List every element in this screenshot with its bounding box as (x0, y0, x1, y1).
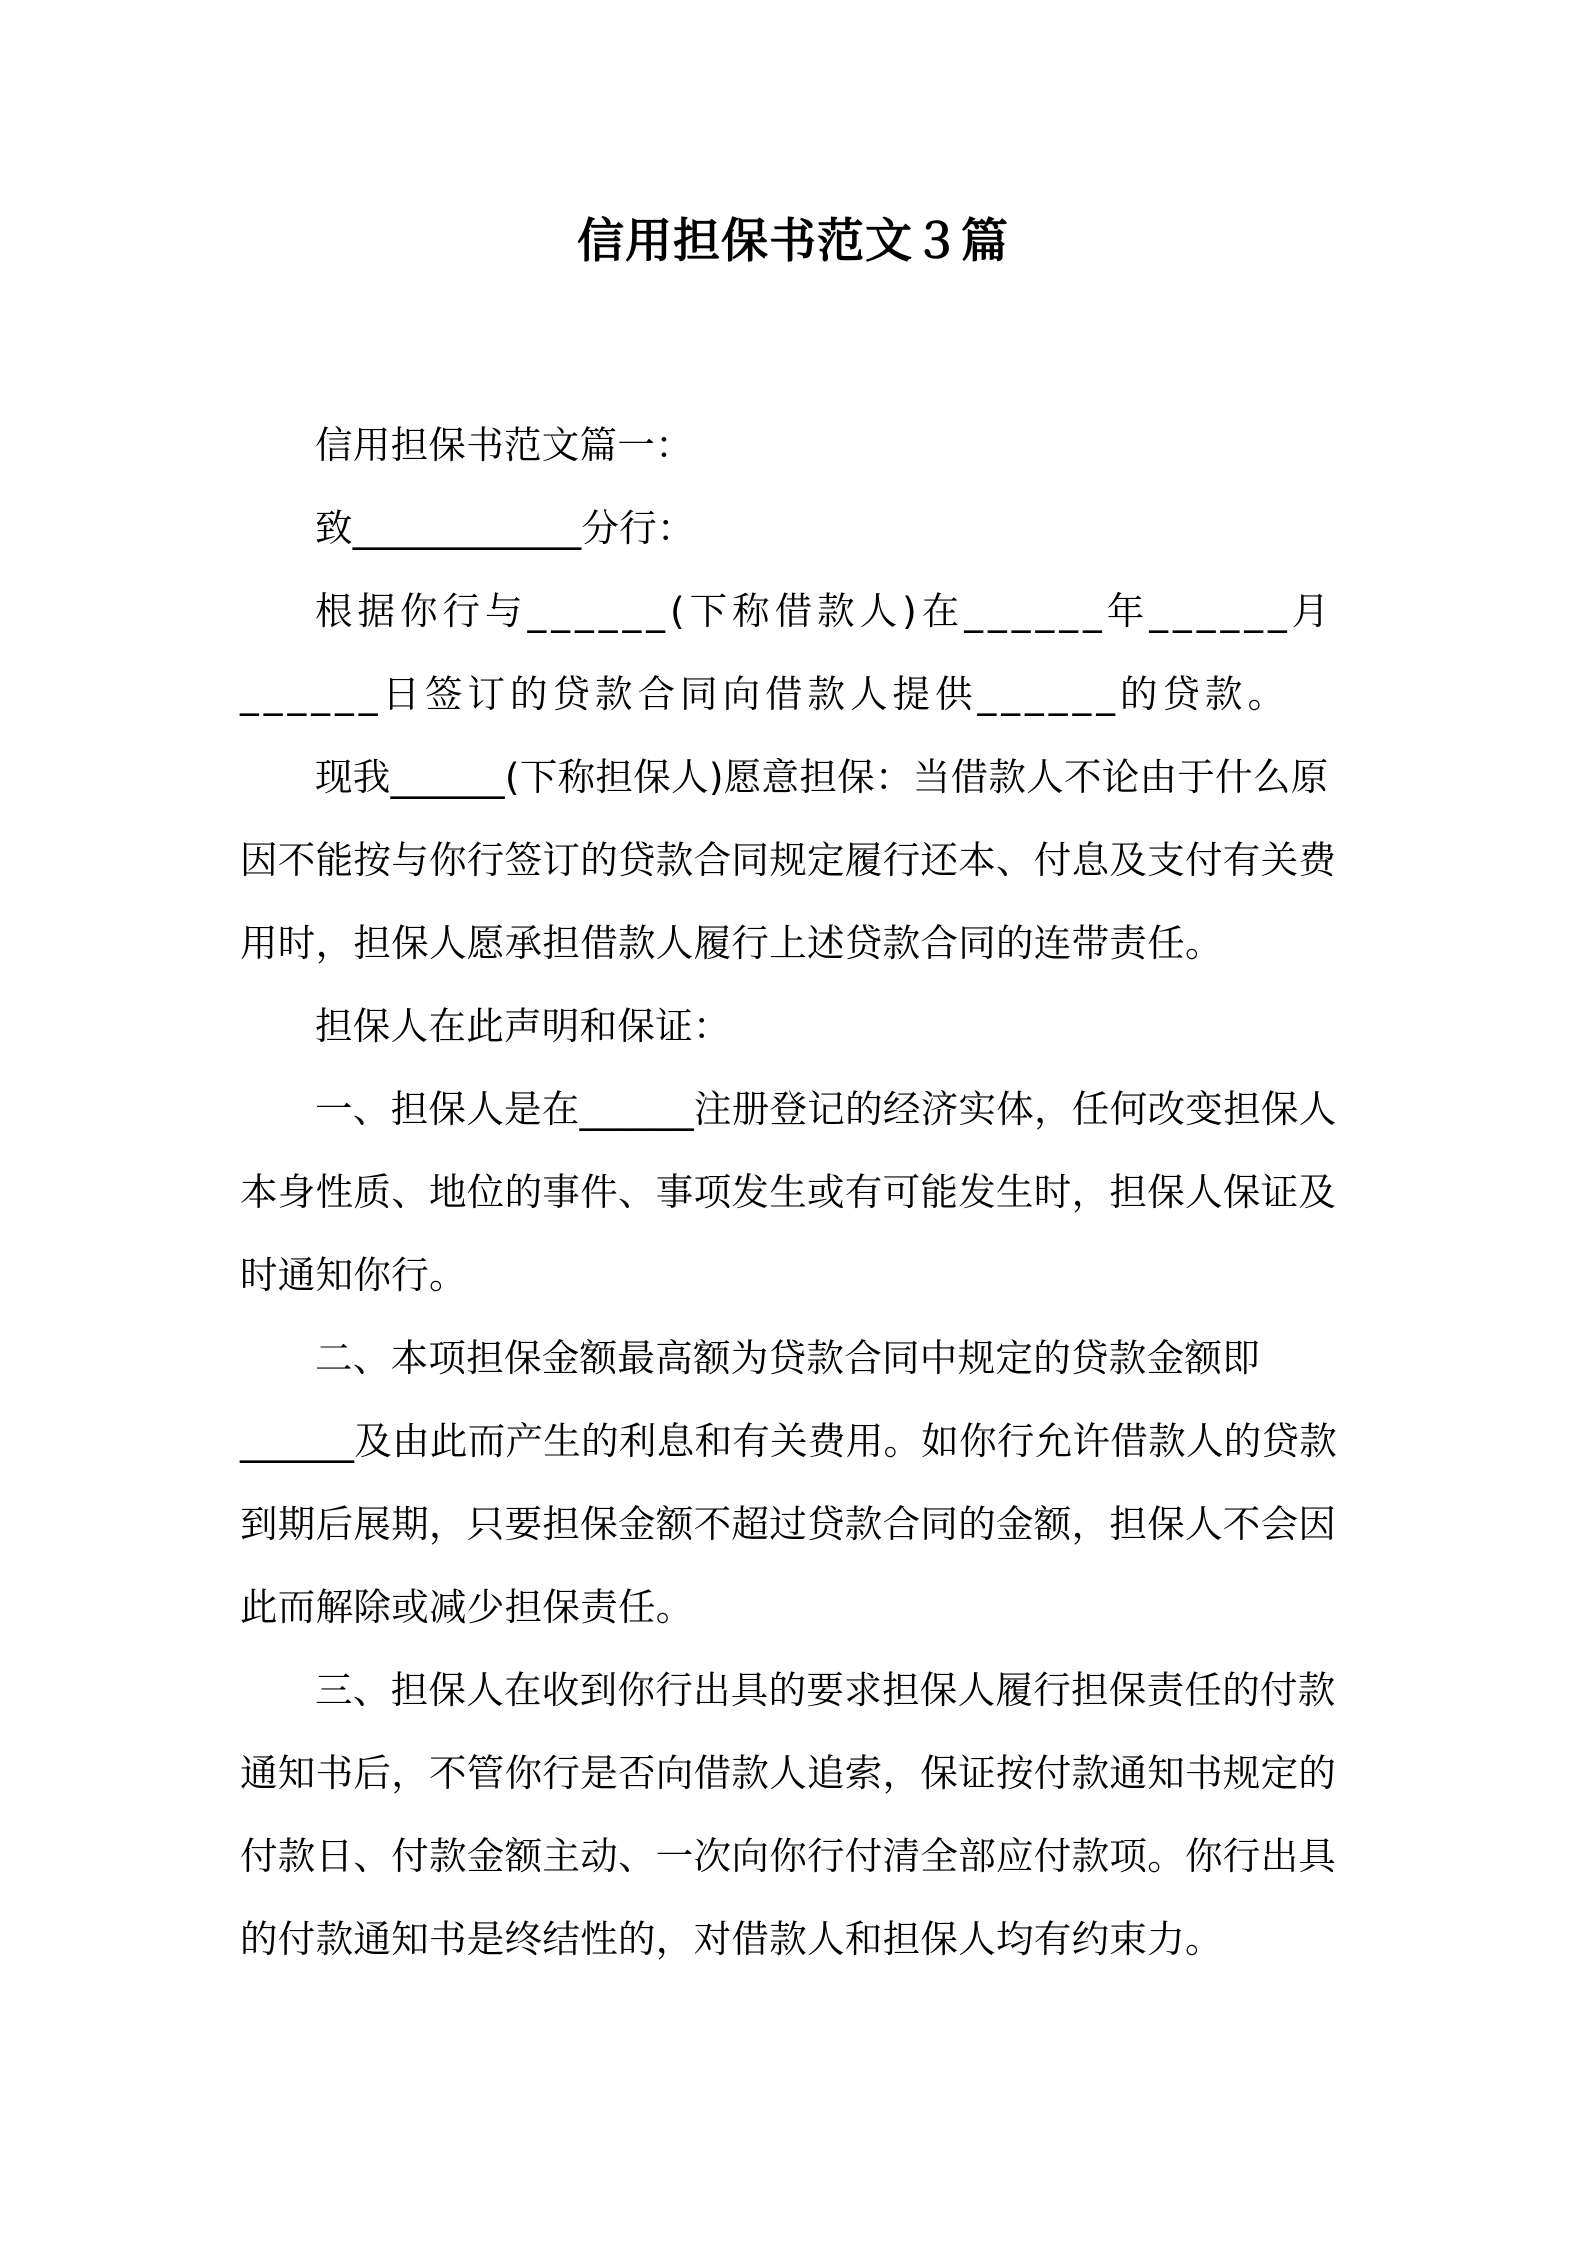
paragraph-loan-basis: 根据你行与______(下称借款人)在______年______月______日签订的贷款合同向借款人提供______的贷款。 (240, 589, 1335, 716)
paragraph-declaration-intro: 担保人在此声明和保证： (315, 1004, 731, 1048)
paragraph-clause-2: 二、本项担保金额最高额为贷款合同中规定的贷款金额即______及由此而产生的利息和有关费用。如你行允许借款人的贷款到期后展期，只要担保金额不超过贷款合同的金额，担保人不会因此而解除或减少担保责任。 (240, 1336, 1338, 1629)
document-title: 信用担保书范文３篇 (577, 214, 1009, 269)
section-heading: 信用担保书范文篇一： (315, 423, 693, 467)
addressee-line: 致____________分行： (315, 506, 695, 550)
paragraph-clause-3: 三、担保人在收到你行出具的要求担保人履行担保责任的付款通知书后，不管你行是否向借款人追索，保证按付款通知书规定的付款日、付款金额主动、一次向你行付清全部应付款项。你行出具的付款通知书是终结性的，对借款人和担保人均有约束力。 (240, 1668, 1337, 1961)
paragraph-guarantee-intent: 现我______(下称担保人)愿意担保：当借款人不论由于什么原因不能按与你行签订的贷款合同规定履行还本、付息及支付有关费用时，担保人愿承担借款人履行上述贷款合同的连带责任。 (240, 755, 1337, 965)
paragraph-clause-1: 一、担保人是在______注册登记的经济实体，任何改变担保人本身性质、地位的事件、事项发生或有可能发生时，担保人保证及时通知你行。 (240, 1087, 1337, 1297)
document-body (240, 404, 1360, 1981)
